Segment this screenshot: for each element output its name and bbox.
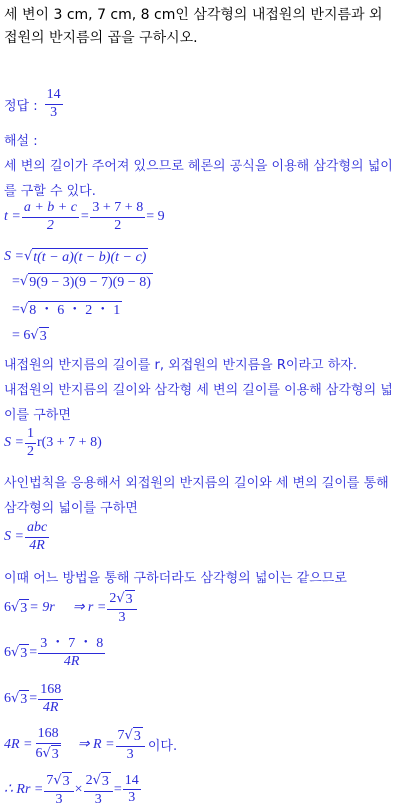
sqrt-expression: √ 3 — [30, 328, 47, 344]
equation-4 — [4, 727, 177, 763]
e1-coef: 6 — [4, 599, 11, 615]
e3-numerator: 168 — [38, 683, 63, 700]
t-equals: = — [79, 209, 90, 225]
sine-law-text-1: 사인법칙을 응용해서 외접원의 반지름의 길이와 세 변의 길이를 통해 — [4, 476, 389, 491]
t-numerator-2: 3 + 7 + 8 — [90, 201, 145, 218]
final-num-2 — [84, 772, 113, 792]
inradius-text-1: 내접원의 반지름의 길이와 삼각형 세 변의 길이를 이용해 삼각형의 넓 — [4, 383, 393, 398]
final-n2-radicand: 3 — [101, 774, 109, 789]
solution-label: 해설 : — [4, 134, 38, 149]
e3-coef: 6 — [4, 691, 11, 707]
s-inradius-formula — [4, 427, 102, 459]
heron-radicand-4: 3 — [39, 329, 47, 344]
heron-radicand-1: t(t − a)(t − b)(t − c) — [33, 250, 147, 265]
e4-denominator-2: 3 — [126, 747, 134, 762]
final-result-denominator: 3 — [128, 790, 136, 806]
sqrt-expression: √ 3 — [11, 691, 28, 708]
e2-denominator: 4R — [63, 653, 80, 669]
e2-coef: 6 — [4, 645, 11, 661]
t-formula — [4, 201, 165, 233]
abc-numerator: abc — [25, 521, 49, 538]
e4-tail: 이다. — [147, 739, 178, 755]
e1-num-radicand: 3 — [125, 592, 133, 607]
final-result-fraction — [123, 774, 141, 806]
heron-eq-3: = — [12, 302, 20, 317]
sqrt-expression: √ 3 — [124, 728, 141, 744]
final-den-2: 3 — [94, 792, 102, 807]
sine-law-text-2: 삼각형의 넓이를 구하면 — [4, 501, 138, 516]
answer-label: 정답 : — [4, 98, 38, 114]
e4-fraction-1 — [34, 727, 63, 763]
e2-numerator: 3 ・ 7 ・ 8 — [38, 637, 105, 654]
t-numerator-1: a + b + c — [22, 201, 79, 218]
half-denominator: 2 — [26, 443, 34, 459]
same-area-text: 이때 어느 방법을 통해 구하더라도 삼각형의 넓이는 같으므로 — [4, 571, 347, 586]
heron-eq-2: = — [12, 274, 20, 289]
e1-arrow: ⇒ r = — [72, 600, 107, 616]
sqrt-expression: √ 3 — [42, 745, 59, 762]
final-n1-radicand: 3 — [62, 774, 70, 789]
heron-line-3 — [12, 301, 122, 319]
equation-2 — [4, 637, 106, 669]
heron-eq-4: = 6 — [12, 328, 31, 343]
e4-fraction-2 — [116, 727, 145, 763]
final-fraction-1 — [44, 772, 73, 808]
half-fraction — [25, 427, 36, 459]
e4-num2-coef: 7 — [117, 728, 125, 744]
sR-lhs: S = — [4, 529, 24, 545]
heron-line-1 — [4, 248, 148, 266]
abc-fraction — [25, 521, 49, 553]
final-num-1 — [44, 772, 73, 792]
e3-equals: = — [29, 691, 38, 707]
e1-radicand: 3 — [20, 600, 28, 616]
heron-radicand-2: 9(9 − 3)(9 − 7)(9 − 8) — [29, 275, 151, 290]
t-fraction-2 — [90, 201, 145, 233]
final-times: × — [74, 781, 83, 797]
e2-equals: = — [29, 645, 38, 661]
sqrt-expression: √ t(t − a)(t − b)(t − c) — [23, 249, 147, 265]
e1-numerator — [107, 590, 136, 610]
e4-numerator-2 — [116, 727, 145, 747]
e3-radicand: 3 — [20, 692, 28, 708]
s-lhs: S = — [4, 249, 24, 264]
heron-line-2 — [12, 273, 153, 291]
final-fraction-2 — [84, 772, 113, 808]
sqrt-expression: √ 3 — [11, 599, 28, 616]
final-equals: = — [113, 781, 122, 797]
e2-radicand: 3 — [20, 646, 28, 662]
e4-den-radicand: 3 — [51, 746, 59, 762]
e2-fraction — [38, 637, 105, 669]
answer-fraction — [45, 88, 63, 120]
t-denominator-2: 2 — [114, 217, 122, 233]
inradius-text-2: 이를 구하면 — [4, 408, 71, 423]
answer-numerator: 14 — [45, 88, 63, 105]
t-result: = 9 — [146, 209, 165, 225]
e1-rhs: = 9r — [29, 599, 55, 615]
sqrt-expression: √ 9(9 − 3)(9 − 7)(9 − 8) — [19, 274, 151, 290]
final-n2-coef: 2 — [85, 773, 93, 789]
sr-rest: r(3 + 7 + 8) — [36, 435, 102, 451]
final-den-1: 3 — [55, 792, 63, 807]
radius-definition: 내접원의 반지름의 길이를 r, 외접원의 반지름을 R이라고 하자. — [4, 358, 357, 373]
sqrt-expression: √ 3 — [11, 645, 28, 662]
sr-lhs: S = — [4, 435, 24, 451]
final-result-numerator: 14 — [123, 774, 141, 791]
equation-3 — [4, 683, 64, 715]
t-lhs: t = — [4, 209, 21, 225]
e4-denominator — [34, 744, 63, 763]
final-lhs: ∴ Rr = — [4, 782, 44, 798]
half-numerator: 1 — [25, 427, 36, 444]
problem-line-2: 접원의 반지름의 곱을 구하시오. — [4, 30, 198, 46]
answer-denominator: 3 — [50, 104, 58, 120]
problem-line-1: 세 변이 3 cm, 7 cm, 8 cm인 삼각형의 내접원의 반지름과 외 — [4, 7, 383, 23]
t-fraction-1 — [22, 201, 79, 233]
e1-denominator: 3 — [118, 610, 126, 625]
e4-numerator: 168 — [36, 727, 61, 744]
e4-num2-radicand: 3 — [133, 729, 141, 744]
s-circumradius-formula — [4, 521, 50, 553]
sqrt-expression: √ 8 ・ 6 ・ 2 ・ 1 — [19, 302, 121, 318]
sqrt-expression: √ 3 — [92, 773, 109, 789]
solution-intro-2: 를 구할 수 있다. — [4, 184, 96, 199]
abc-denominator: 4R — [29, 537, 45, 553]
final-n1-coef: 7 — [46, 773, 54, 789]
equation-1 — [4, 590, 138, 626]
e3-denominator: 4R — [42, 699, 59, 715]
e1-fraction — [107, 590, 136, 626]
answer-row — [4, 88, 64, 120]
heron-radicand-3: 8 ・ 6 ・ 2 ・ 1 — [29, 303, 121, 318]
sqrt-expression: √ 3 — [116, 591, 133, 607]
t-denominator-1: 2 — [46, 217, 54, 233]
e1-num-coef: 2 — [109, 591, 117, 607]
e4-lhs: 4R = — [4, 736, 33, 752]
e4-den-coef: 6 — [35, 745, 43, 761]
e4-arrow: ⇒ R = — [77, 737, 115, 753]
final-equation — [4, 772, 142, 808]
solution-intro-1: 세 변의 길이가 주어져 있으므로 헤론의 공식을 이용해 삼각형의 넓이 — [4, 159, 393, 174]
heron-line-4 — [12, 327, 49, 345]
e3-fraction — [38, 683, 63, 715]
sqrt-expression: √ 3 — [53, 773, 70, 789]
